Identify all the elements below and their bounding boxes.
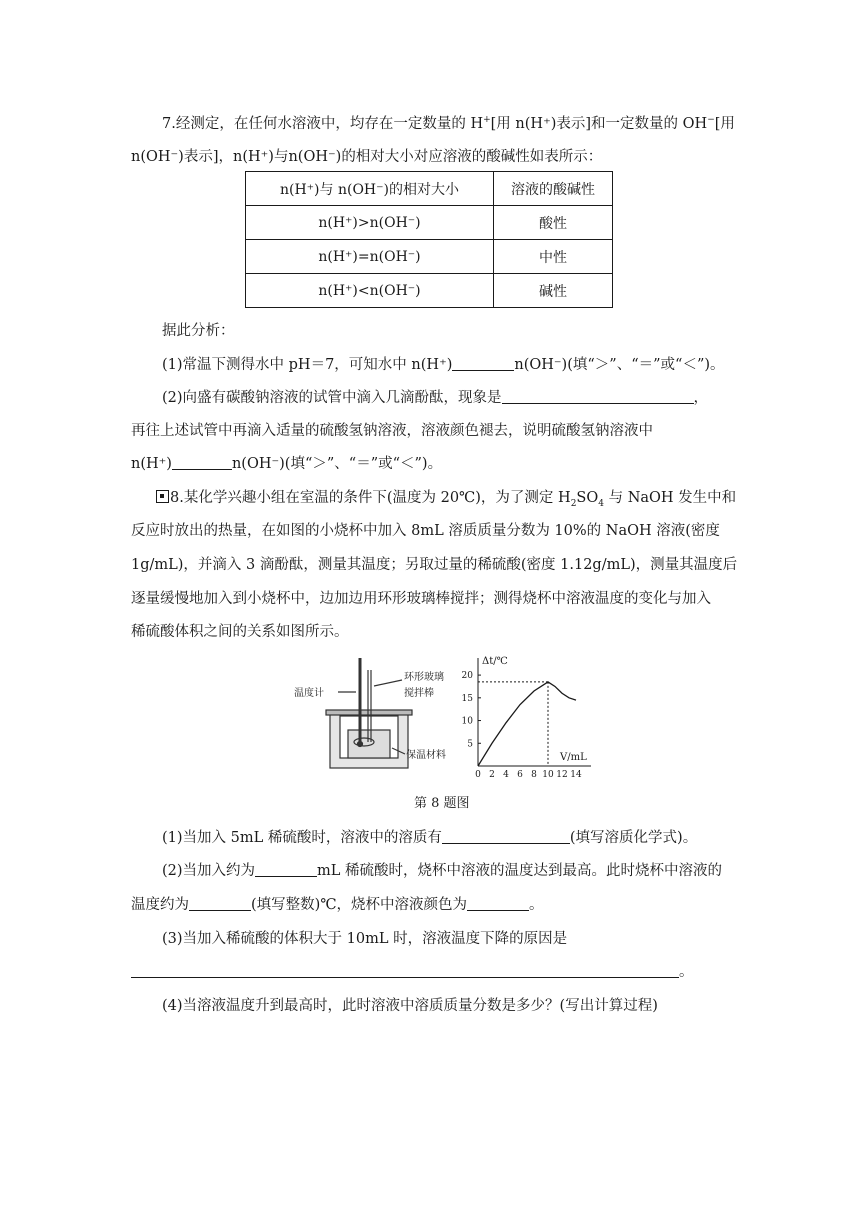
y-tick-label: 10 (461, 716, 473, 727)
q7-analysis: 据此分析： (162, 323, 235, 339)
video-mark-icon (156, 490, 169, 503)
acidity-table (245, 171, 613, 308)
table-header-row (246, 172, 613, 206)
table-header-cell: n(H⁺)与 n(OH⁻)的相对大小 (246, 172, 494, 206)
q7-intro-line1: 7.经测定，在任何水溶液中，均存在一定数量的 H+[用 n(H⁺)表示]和一定数量的 OH−[用 (162, 115, 735, 132)
x-tick-label: 4 (503, 770, 509, 780)
apparatus-diagram (326, 658, 412, 768)
q8-sub1: (1)当加入 5mL 稀硫酸时，溶液中的溶质有 (填写溶质化学式)。 (162, 830, 698, 846)
y-axis-label: Δt/℃ (482, 656, 508, 667)
x-tick-label: 8 (531, 770, 537, 780)
q7-part2-line3: n(H⁺) n(OH⁻)(填“＞”、“＝”或“＜”)。 (131, 456, 443, 472)
answer-blank[interactable] (467, 895, 529, 911)
q8-line4: 逐量缓慢地加入到小烧杯中，边加边用环形玻璃棒搅拌；测得烧杯中溶液温度的变化与加入 (131, 591, 711, 607)
answer-blank[interactable] (502, 388, 694, 404)
label-stirrer-1: 环形玻璃 (404, 672, 444, 683)
table-cell: n(H⁺)=n(OH⁻) (246, 240, 494, 274)
answer-blank[interactable] (189, 895, 251, 911)
x-tick-label: 2 (489, 770, 495, 780)
x-tick-label: 12 (556, 770, 568, 780)
table-row (246, 274, 613, 308)
answer-blank[interactable] (255, 861, 317, 877)
label-insulation: 保温材料 (406, 750, 446, 761)
answer-blank[interactable] (172, 454, 232, 470)
q8-line1: 8.某化学兴趣小组在室温的条件下(温度为 20℃)，为了测定 $H_2SO_4$ 与 NaOH 发生中和 (156, 488, 736, 508)
table-cell: n(H⁺)<n(OH⁻) (246, 274, 494, 308)
x-tick-label: 10 (542, 770, 554, 780)
temperature-chart (462, 656, 591, 780)
figure-svg (288, 650, 618, 782)
q8-sub3-line2: 。 (131, 962, 694, 982)
table-row (246, 240, 613, 274)
x-tick-label: 14 (570, 770, 582, 780)
q7-part2-line1: (2)向盛有碳酸钠溶液的试管中滴入几滴酚酞，现象是 ， (162, 390, 709, 406)
label-thermometer: 温度计 (294, 688, 324, 699)
q8-line2: 反应时放出的热量，在如图的小烧杯中加入 8mL 溶质质量分数为 10%的 NaOH 溶液(密度 (131, 523, 720, 539)
y-tick-label: 5 (467, 739, 473, 750)
q7-part1: (1)常温下测得水中 pH＝7，可知水中 n(H⁺) n(OH⁻)(填“＞”、“＝”或“＜”)。 (162, 357, 725, 373)
table-row (246, 206, 613, 240)
table-cell: 中性 (494, 240, 613, 274)
answer-blank[interactable] (452, 355, 514, 371)
answer-blank[interactable] (442, 828, 570, 844)
table-header-cell: 溶液的酸碱性 (494, 172, 613, 206)
x-tick-label: 0 (475, 770, 481, 780)
q8-sub3-line1: (3)当加入稀硫酸的体积大于 10mL 时，溶液温度下降的原因是 (162, 931, 568, 947)
y-tick-label: 20 (461, 671, 473, 682)
q8-sub4: (4)当溶液温度升到最高时，此时溶液中溶质质量分数是多少？(写出计算过程) (162, 998, 658, 1014)
figure-caption: 第 8 题图 (414, 796, 470, 811)
table-cell: 酸性 (494, 206, 613, 240)
q7-intro-line2: n(OH⁻)表示]，n(H⁺)与n(OH⁻)的相对大小对应溶液的酸碱性如表所示： (131, 149, 603, 165)
q8-line5: 稀硫酸体积之间的关系如图所示。 (131, 624, 349, 640)
answer-blank[interactable] (131, 962, 679, 978)
y-tick-label: 15 (461, 693, 473, 704)
x-axis-label: V/mL (560, 752, 587, 763)
q8-sub2-line1: (2)当加入约为 mL 稀硫酸时，烧杯中溶液的温度达到最高。此时烧杯中溶液的 (162, 863, 723, 879)
table-cell: 碱性 (494, 274, 613, 308)
figure-8 (288, 650, 618, 786)
label-stirrer-2: 搅拌棒 (404, 688, 434, 699)
q8-line3: 1g/mL)，并滴入 3 滴酚酞，测量其温度；另取过量的稀硫酸(密度 1.12g/mL)，测量其温度后 (131, 557, 738, 573)
table-cell: n(H⁺)>n(OH⁻) (246, 206, 494, 240)
x-tick-label: 6 (517, 770, 523, 780)
q7-part2-line2: 再往上述试管中再滴入适量的硫酸氢钠溶液，溶液颜色褪去，说明硫酸氢钠溶液中 (131, 423, 653, 439)
q8-sub2-line2: 温度约为 (填写整数)℃，烧杯中溶液颜色为 。 (131, 897, 544, 913)
